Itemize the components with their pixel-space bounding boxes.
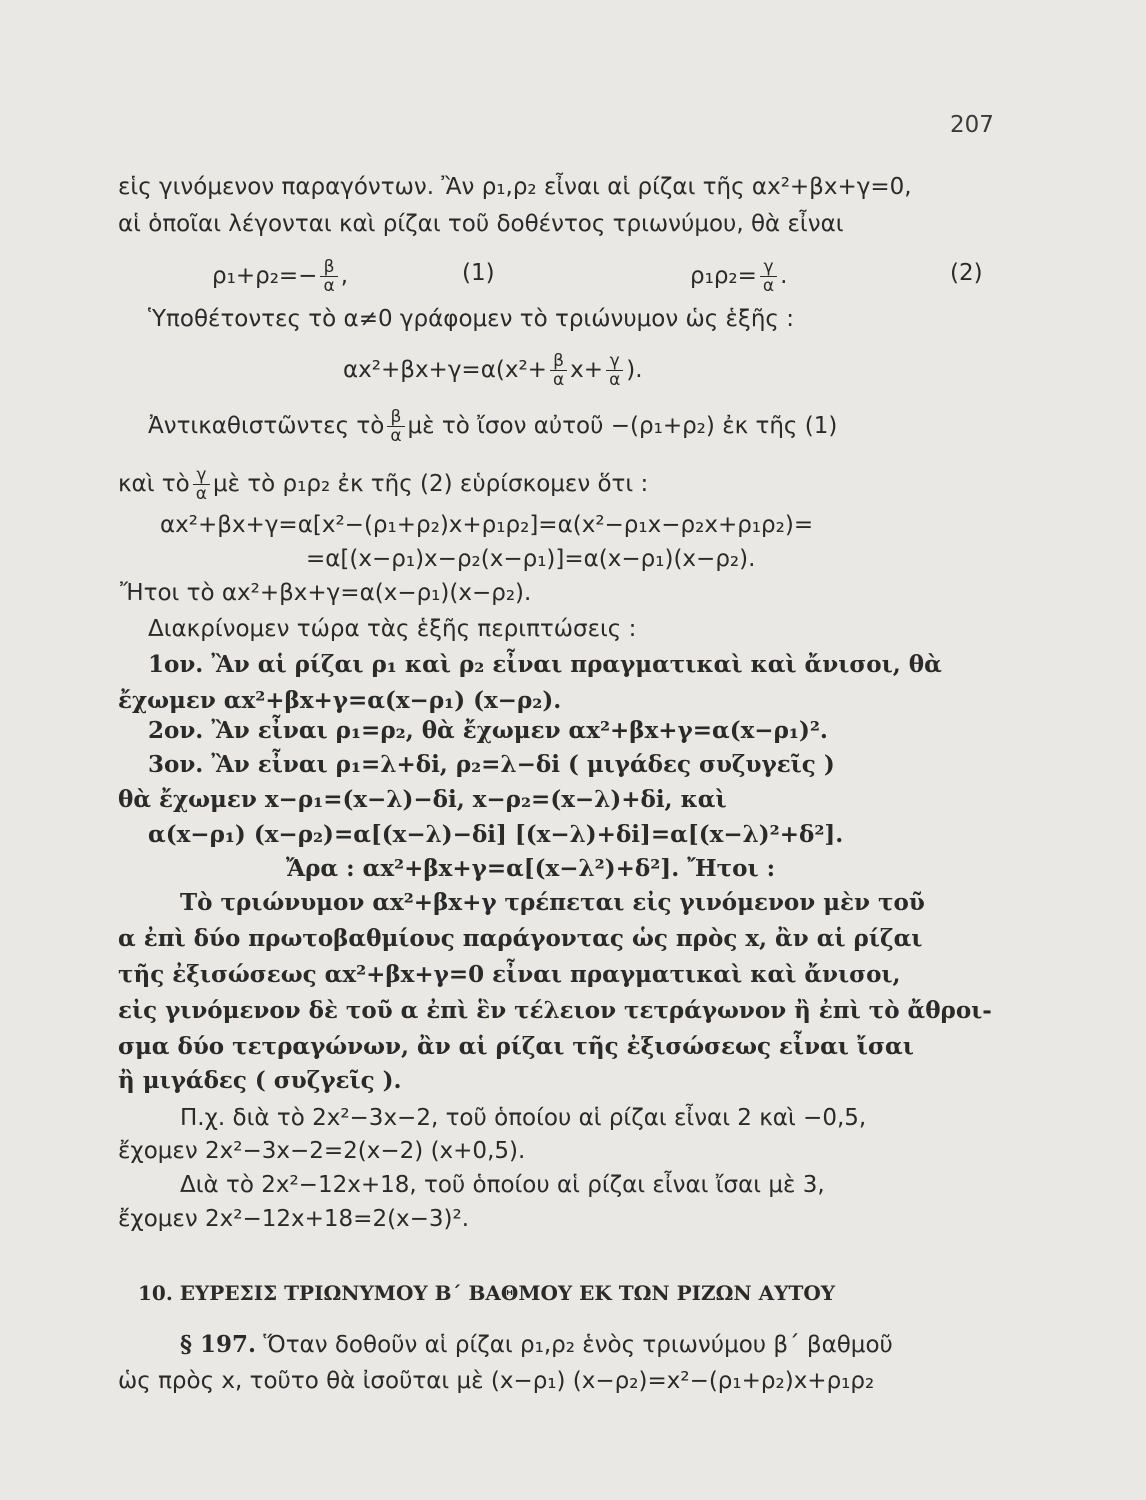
eq3-fraction-1 xyxy=(550,352,567,389)
sub1-den: α xyxy=(390,426,402,446)
eq2-fraction xyxy=(760,258,777,295)
paragraph-197-line-1 xyxy=(180,1330,893,1360)
sub2-fraction xyxy=(193,466,210,503)
case-1-line-2: ἔχωμεν αx²+βx+γ=α(x−ρ₁) (x−ρ₂). xyxy=(118,687,562,714)
sub1-b: μὲ τὸ ἴσον αὐτοῦ −(ρ₁+ρ₂) ἐκ τῆς (1) xyxy=(407,413,838,439)
eq1-lhs: ρ₁+ρ₂=− xyxy=(212,263,318,289)
sub1-fraction xyxy=(387,408,404,445)
equation-4: αx²+βx+γ=α[x²−(ρ₁+ρ₂)x+ρ₁ρ₂]=α(x²−ρ₁x−ρ₂x+ρ₁ρ₂)= xyxy=(160,512,814,538)
eq3-den1: α xyxy=(552,370,565,390)
sub1-a: Ἀντικαθιστῶντες τὸ xyxy=(148,413,385,439)
eq3-c: ). xyxy=(626,357,643,383)
equation-5: =α[(x−ρ₁)x−ρ₂(x−ρ₁)]=α(x−ρ₁)(x−ρ₂). xyxy=(306,546,756,572)
eq1-fraction xyxy=(320,258,337,295)
section-title: 10. ΕΥΡΕΣΙΣ ΤΡΙΩΝΥΜΟΥ Β΄ ΒΑΘΜΟΥ ΕΚ ΤΩΝ ΡΙΖΩΝ ΑΥΤΟΥ xyxy=(138,1281,836,1305)
example-line-4: ἔχομεν 2x²−12x+18=2(x−3)². xyxy=(118,1206,470,1232)
equation-2-label: (2) xyxy=(950,260,983,286)
eq2-den: α xyxy=(762,276,775,296)
eq1-num: β xyxy=(320,258,337,277)
paragraph-197-line-2: ὡς πρὸς x, τοῦτο θὰ ἰσοῦται μὲ (x−ρ₁) (x−ρ₂)=x²−(ρ₁+ρ₂)x+ρ₁ρ₂ xyxy=(118,1368,875,1394)
paragraph-197-text-1: Ὅταν δοθοῦν αἱ ρίζαι ρ₁,ρ₂ ἑνὸς τριωνύμου β΄ βαθμοῦ xyxy=(263,1332,893,1358)
eq2-num: γ xyxy=(760,258,777,277)
case-3-line-3: α(x−ρ₁) (x−ρ₂)=α[(x−λ)−δi] [(x−λ)+δi]=α[(x−λ)²+δ²]. xyxy=(148,821,844,848)
eq3-fraction-2 xyxy=(606,352,623,389)
conclusion-line-4: εἰς γινόμενον δὲ τοῦ α ἐπὶ ἓν τέλειον τετράγωνον ἢ ἐπὶ τὸ ἄθροι- xyxy=(118,997,992,1024)
equation-2 xyxy=(690,258,787,295)
sub1-num: β xyxy=(387,408,404,427)
case-2: 2ον. Ἂν εἶναι ρ₁=ρ₂, θὰ ἔχωμεν αx²+βx+γ=α(x−ρ₁)². xyxy=(148,717,828,744)
hypothesis-line: Ὑποθέτοντες τὸ α≠0 γράφομεν τὸ τριώνυμον ὡς ἑξῆς : xyxy=(148,306,794,332)
conclusion-line-1: Τὸ τριώνυμον αx²+βx+γ τρέπεται εἰς γινόμενον μὲν τοῦ xyxy=(180,889,925,916)
eq3-num1: β xyxy=(550,352,567,371)
example-line-1: Π.χ. διὰ τὸ 2x²−3x−2, τοῦ ὁποίου αἱ ρίζαι εἶναι 2 καὶ −0,5, xyxy=(180,1105,867,1131)
conclusion-line-3: τῆς ἐξισώσεως αx²+βx+γ=0 εἶναι πραγματικαὶ καὶ ἄνισοι, xyxy=(118,961,901,988)
substitution-line-1 xyxy=(148,408,837,445)
example-line-3: Διὰ τὸ 2x²−12x+18, τοῦ ὁποίου αἱ ρίζαι εἶναι ἴσαι μὲ 3, xyxy=(180,1172,825,1198)
eq2-lhs: ρ₁ρ₂= xyxy=(690,263,757,289)
eq3-den2: α xyxy=(609,370,621,390)
page-number: 207 xyxy=(950,112,994,138)
sub2-num: γ xyxy=(193,466,210,485)
case-1-line-1: 1ον. Ἂν αἱ ρίζαι ρ₁ καὶ ρ₂ εἶναι πραγματικαὶ καὶ ἄνισοι, θὰ xyxy=(148,651,942,678)
equation-6: Ἤτοι τὸ αx²+βx+γ=α(x−ρ₁)(x−ρ₂). xyxy=(120,580,532,606)
eq2-tail: . xyxy=(780,263,788,289)
substitution-line-2 xyxy=(118,466,648,503)
equation-1-label: (1) xyxy=(462,260,495,286)
sub2-a: καὶ τὸ xyxy=(118,471,190,497)
eq3-a: αx²+βx+γ=α(x²+ xyxy=(343,357,547,383)
eq3-num2: γ xyxy=(606,352,623,371)
conclusion-line-5: σμα δύο τετραγώνων, ἂν αἱ ρίζαι τῆς ἐξισώσεως εἶναι ἴσαι xyxy=(118,1033,914,1060)
sub2-b: μὲ τὸ ρ₁ρ₂ ἐκ τῆς (2) εὑρίσκομεν ὅτι : xyxy=(212,471,649,497)
eq1-tail: , xyxy=(340,263,348,289)
conclusion-line-6: ἢ μιγάδες ( συζγεῖς ). xyxy=(118,1067,402,1094)
conclusion-line-2: α ἐπὶ δύο πρωτοβαθμίους παράγοντας ὡς πρὸς x, ἂν αἱ ρίζαι xyxy=(118,925,923,952)
case-3-line-1: 3ον. Ἂν εἶναι ρ₁=λ+δi, ρ₂=λ−δi ( μιγάδες συζυγεῖς ) xyxy=(148,751,835,778)
case-3-line-2: θὰ ἔχωμεν x−ρ₁=(x−λ)−δi, x−ρ₂=(x−λ)+δi, καὶ xyxy=(118,786,727,813)
paragraph-197-label: § 197. xyxy=(180,1331,257,1358)
eq3-b: x+ xyxy=(570,357,604,383)
case-3-line-4: Ἄρα : αx²+βx+γ=α[(x−λ²)+δ²]. Ἤτοι : xyxy=(286,855,776,882)
sub2-den: α xyxy=(195,484,207,504)
eq1-den: α xyxy=(323,276,335,296)
example-line-2: ἔχομεν 2x²−3x−2=2(x−2) (x+0,5). xyxy=(118,1138,526,1164)
cases-intro: Διακρίνομεν τώρα τὰς ἑξῆς περιπτώσεις : xyxy=(148,616,637,642)
equation-3 xyxy=(343,352,643,389)
text-line-1: εἱς γινόμενον παραγόντων. Ἂν ρ₁,ρ₂ εἶναι αἱ ρίζαι τῆς αx²+βx+γ=0, xyxy=(118,174,912,200)
text-line-2: αἱ ὁποῖαι λέγονται καὶ ρίζαι τοῦ δοθέντος τριωνύμου, θὰ εἶναι xyxy=(118,211,844,237)
equation-1 xyxy=(212,258,348,295)
